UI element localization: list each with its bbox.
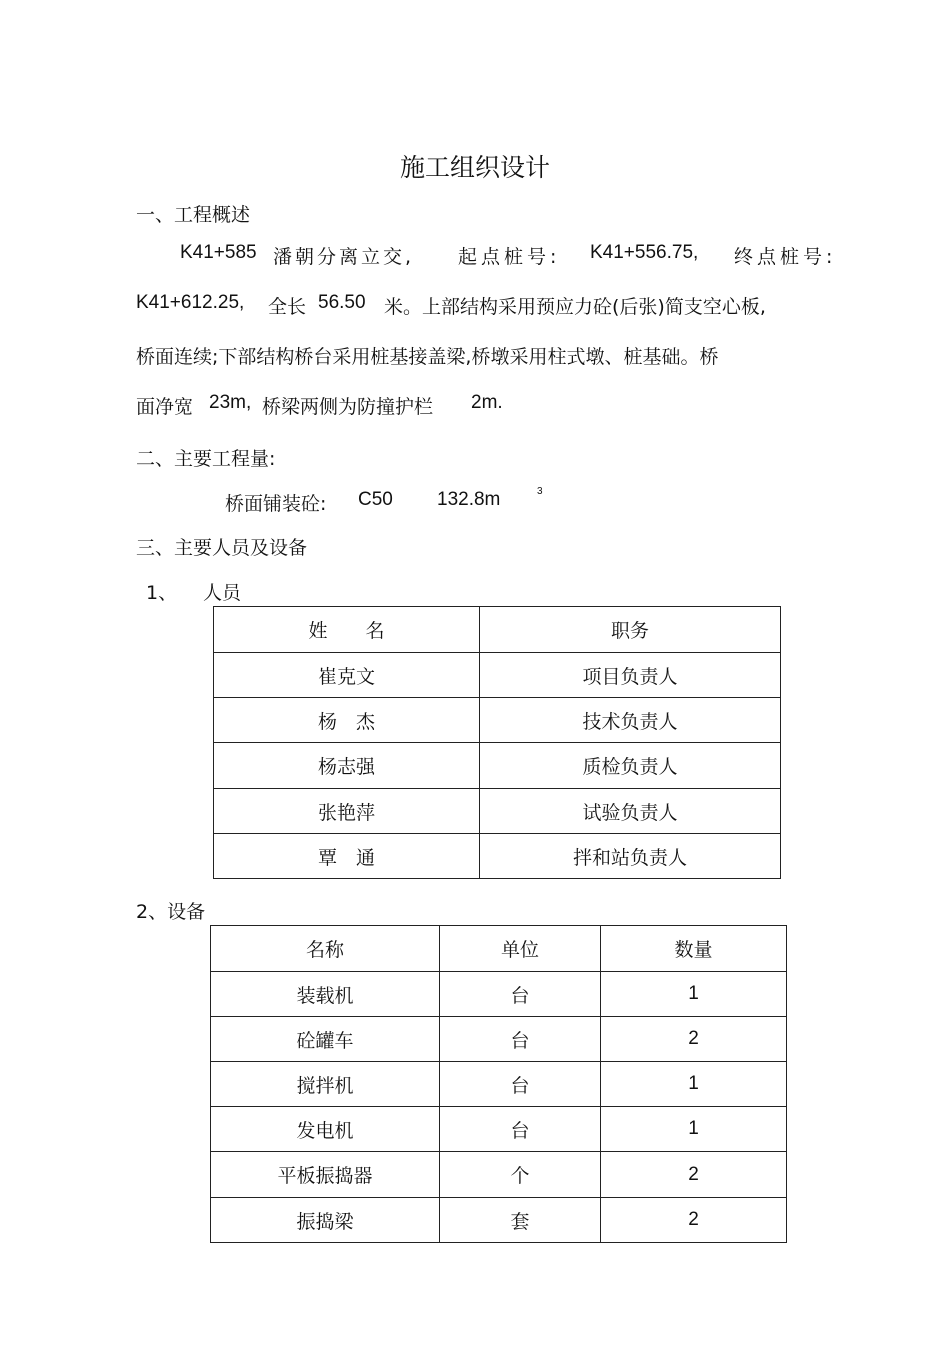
length-label: 全长 <box>268 296 307 318</box>
person-name: 杨 杰 <box>214 698 480 743</box>
start-label: 起点桩号: <box>458 246 561 268</box>
table-row <box>211 1017 787 1062</box>
equipment-unit: 台 <box>440 1062 601 1107</box>
header-cell-role: 职务 <box>480 607 781 653</box>
equipment-quantity: 1 <box>601 972 787 1017</box>
subsection-2-heading: 2、设备 <box>136 901 206 923</box>
table-row <box>211 1062 787 1107</box>
subsection-1-label: 人员 <box>203 582 242 604</box>
quantity-label: 桥面铺装砼: <box>225 493 327 515</box>
person-name: 杨志强 <box>214 743 480 789</box>
table-row <box>211 1198 787 1243</box>
person-name: 张艳萍 <box>214 789 480 834</box>
table-row <box>214 698 781 743</box>
equipment-unit: 台 <box>440 1107 601 1152</box>
person-name: 覃 通 <box>214 834 480 879</box>
person-role: 技术负责人 <box>480 698 781 743</box>
subsection-1-number: 1、 <box>146 582 178 604</box>
equipment-name: 平板振捣器 <box>211 1152 440 1198</box>
equipment-unit: 台 <box>440 972 601 1017</box>
equipment-name: 搅拌机 <box>211 1062 440 1107</box>
person-role: 拌和站负责人 <box>480 834 781 879</box>
equipment-name: 振捣梁 <box>211 1198 440 1243</box>
section-1-heading: 一、工程概述 <box>136 204 251 226</box>
unit-superscript: 3 <box>537 486 543 497</box>
header-cell-quantity: 数量 <box>601 926 787 972</box>
equipment-name: 发电机 <box>211 1107 440 1152</box>
length-value: 56.50 <box>318 292 366 313</box>
table-row <box>211 972 787 1017</box>
equipment-name: 装载机 <box>211 972 440 1017</box>
table-header-row <box>214 607 781 653</box>
equipment-quantity: 1 <box>601 1062 787 1107</box>
person-role: 项目负责人 <box>480 653 781 698</box>
table-row <box>211 1107 787 1152</box>
width-label: 面净宽 <box>136 396 194 418</box>
table-row <box>214 789 781 834</box>
table-row <box>211 1152 787 1198</box>
railing-text: 桥梁两侧为防撞护栏 <box>262 396 434 418</box>
railing-width: 2m. <box>471 392 503 413</box>
concrete-grade: C50 <box>358 489 393 510</box>
person-name: 崔克文 <box>214 653 480 698</box>
superstructure-text: 米。上部结构采用预应力砼(后张)简支空心板, <box>384 296 766 318</box>
equipment-quantity: 2 <box>601 1017 787 1062</box>
start-ref: K41+585 <box>180 242 257 263</box>
section-3-heading: 三、主要人员及设备 <box>136 537 308 559</box>
start-station: K41+556.75, <box>590 242 699 263</box>
header-cell-equipment-name: 名称 <box>211 926 440 972</box>
person-role: 试验负责人 <box>480 789 781 834</box>
width-value: 23m, <box>209 392 252 413</box>
substructure-text: 桥面连续;下部结构桥台采用桩基接盖梁,桥墩采用柱式墩、桩基础。桥 <box>136 346 719 368</box>
equipment-unit: 套 <box>440 1198 601 1243</box>
equipment-name: 砼罐车 <box>211 1017 440 1062</box>
header-cell-unit: 单位 <box>440 926 601 972</box>
person-role: 质检负责人 <box>480 743 781 789</box>
table-header-row <box>211 926 787 972</box>
header-cell-name: 姓 名 <box>214 607 480 653</box>
equipment-quantity: 2 <box>601 1198 787 1243</box>
document-title: 施工组织设计 <box>399 153 550 182</box>
equipment-quantity: 2 <box>601 1152 787 1198</box>
end-label: 终点桩号: <box>734 246 837 268</box>
project-name: 潘朝分离立交, <box>273 246 415 268</box>
section-2-heading: 二、主要工程量: <box>136 448 276 470</box>
personnel-table <box>213 606 781 879</box>
equipment-unit: 个 <box>440 1152 601 1198</box>
equipment-table <box>210 925 787 1243</box>
equipment-unit: 台 <box>440 1017 601 1062</box>
table-row <box>214 653 781 698</box>
concrete-quantity: 132.8m <box>437 489 501 510</box>
end-station: K41+612.25, <box>136 292 245 313</box>
equipment-quantity: 1 <box>601 1107 787 1152</box>
table-row <box>214 834 781 879</box>
table-row <box>214 743 781 789</box>
